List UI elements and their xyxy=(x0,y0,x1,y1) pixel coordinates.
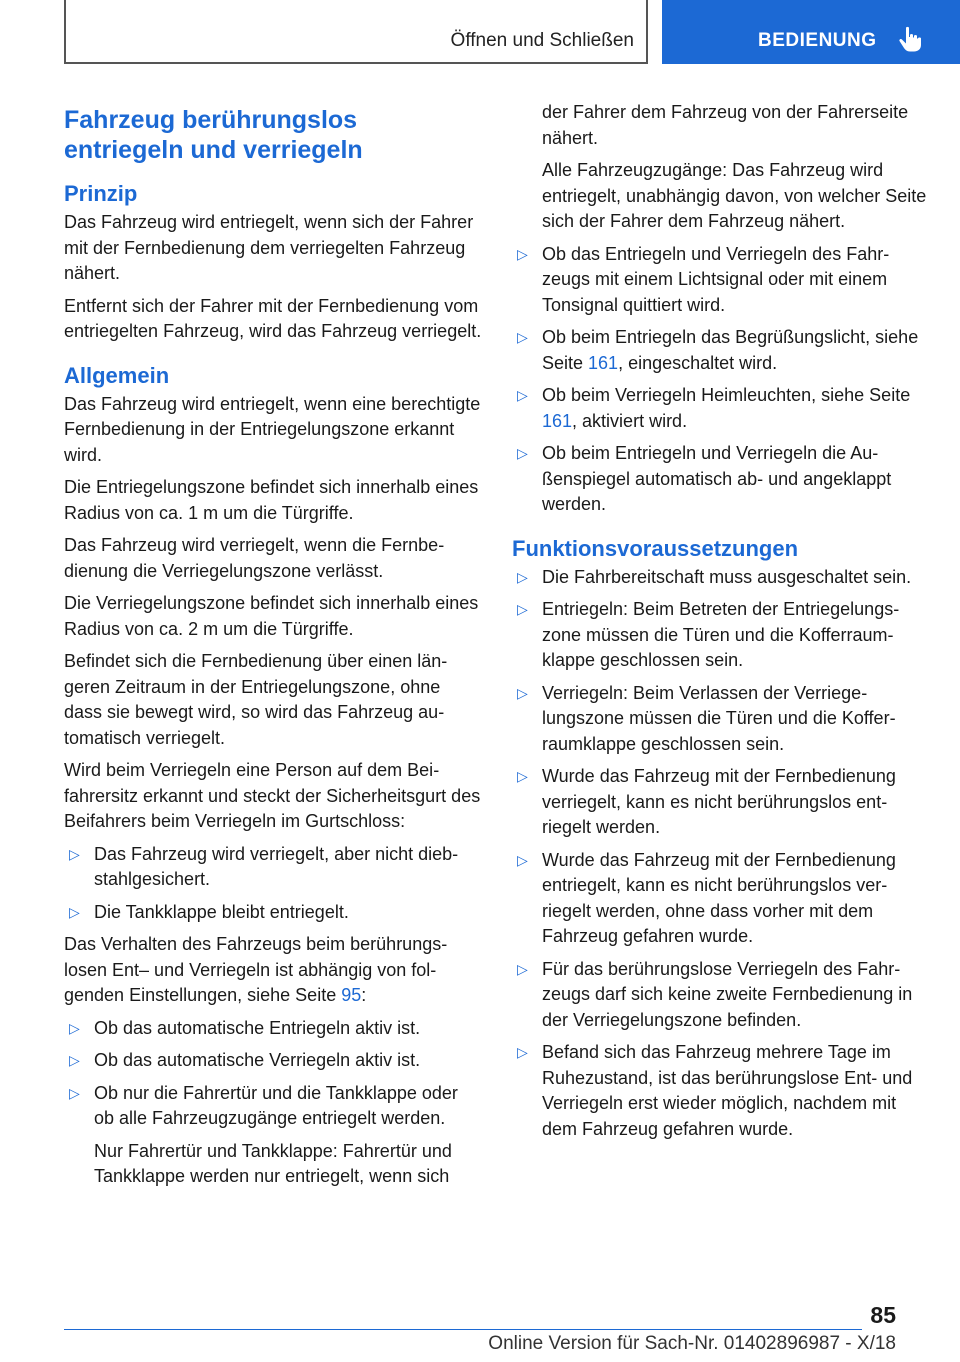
list-item-text: Ob das automatische Entriegeln aktiv ist. xyxy=(94,1017,421,1038)
heading-allgemein: Allgemein xyxy=(64,362,170,388)
triangle-bullet-icon: ▷ xyxy=(517,768,528,784)
list-item xyxy=(512,848,930,950)
left-column xyxy=(64,100,482,1190)
list-item-text: Wurde das Fahrzeug mit der Fernbedienung verriegelt, kann es nicht berührungslos entriegelt werden. xyxy=(542,766,896,837)
list-item xyxy=(512,681,930,758)
list-item-text: Verriegeln: Beim Verlassen der Verriegelungszone müssen die Türen und die Kofferraumklappe geschlossen sein. xyxy=(542,682,896,754)
page-link[interactable]: 95 xyxy=(341,985,362,1005)
triangle-bullet-icon: ▷ xyxy=(517,960,528,977)
list-item xyxy=(64,900,482,926)
paragraph-text: Das Verhalten des Fahrzeugs beim berührungslosen Ent– und Verriegeln ist abhängig von folgenden Einstellungen, siehe Seite xyxy=(64,934,448,1005)
triangle-bullet-icon: ▷ xyxy=(69,903,80,920)
list-item-text: Ob das Entriegeln und Verriegeln des Fahrzeugs mit einem Lichtsignal oder mit einem Tonsignal quittiert wird. xyxy=(542,243,890,315)
header-chapter-title: BEDIENUNG xyxy=(758,30,877,51)
paragraph: Befindet sich die Fernbedienung über einen längeren Zeitraum in der Entriegelungszone, ohne dass sie bewegt wird, so wird das Fahrzeug automatisch verriegelt. xyxy=(64,651,448,748)
sub-paragraph: Nur Fahrertür und Tankklappe: Fahrertür und Tankklappe werden nur entriegelt, wenn sich xyxy=(94,1140,452,1186)
paragraph: Die Verriegelungszone befindet sich innerhalb eines Radius von ca. 2 m um die Türgriffe. xyxy=(64,593,479,639)
list-item-text-part: , aktiviert wird. xyxy=(572,410,688,431)
list-item-text xyxy=(542,327,918,373)
paragraph: Die Entriegelungszone befindet sich innerhalb eines Radius von ca. 1 m um die Türgriffe. xyxy=(64,477,479,523)
triangle-bullet-icon: ▷ xyxy=(517,568,528,585)
page-link[interactable]: 161 xyxy=(588,352,619,373)
right-column xyxy=(512,100,930,1149)
list-item xyxy=(512,565,930,591)
list-item xyxy=(512,441,930,518)
list-item xyxy=(64,842,482,893)
footer-online-version: Online Version für Sach-Nr. 01402896987 - X/18 xyxy=(488,1333,896,1354)
triangle-bullet-icon: ▷ xyxy=(517,601,528,617)
list-item-text: Befand sich das Fahrzeug mehrere Tage im Ruhezustand, ist das berührungslose Ent- und Verriegeln erst wieder möglich, nachdem mit dem Fahrzeug gefahren wurde. xyxy=(542,1042,913,1139)
list-item xyxy=(512,764,930,841)
paragraph: Wird beim Verriegeln eine Person auf dem Beifahrersitz erkannt und steckt der Sicherheitsgurt des Beifahrers beim Verriegeln im Gurtschloss: xyxy=(64,760,481,831)
sub-paragraph: Alle Fahrzeugzugänge: Das Fahrzeug wird entriegelt, unabhängig davon, von welcher Seite sich der Fahrer dem Fahrzeug nähert. xyxy=(542,160,927,231)
header-chapter-tab[interactable] xyxy=(662,0,960,64)
list-item xyxy=(512,597,930,674)
list-item-text: Die Fahrbereitschaft muss ausgeschaltet sein. xyxy=(542,566,912,587)
heading-prinzip: Prinzip xyxy=(64,181,138,206)
section-title: Fahrzeug berührungslos entriegeln und verriegeln xyxy=(64,106,363,164)
hand-pointer-icon xyxy=(898,26,922,52)
paragraph: Das Fahrzeug wird verriegelt, wenn die Fernbedienung die Verriegelungszone verlässt. xyxy=(64,535,445,581)
header-section-title: Öffnen und Schließen xyxy=(450,30,634,51)
list-item-text: Für das berührungslose Verriegeln des Fahrzeugs darf sich keine zweite Fernbedienung in der Verriegelungszone befinden. xyxy=(542,958,913,1030)
list-item-text: Ob das automatische Verriegeln aktiv ist. xyxy=(94,1050,421,1070)
list-item-text-part: Ob beim Entriegeln das Begrüßungslicht, siehe Seite xyxy=(542,327,919,373)
list-item-text: Ob beim Entriegeln und Verriegeln die Außenspiegel automatisch ab- und angeklappt werden. xyxy=(542,443,892,514)
paragraph: Entfernt sich der Fahrer mit der Fernbedienung vom entriegelten Fahrzeug, wird das Fahrzeug verriegelt. xyxy=(64,295,482,341)
list-item xyxy=(64,1016,482,1042)
list-item-text: Wurde das Fahrzeug mit der Fernbedienung entriegelt, kann es nicht berührungslos verriegelt werden, ohne dass vorher mit dem Fahrzeug gefahren wurde. xyxy=(542,849,896,946)
footer-divider xyxy=(64,1329,862,1330)
list-item xyxy=(512,1040,930,1142)
list-item-text-part: Ob beim Verriegeln Heimleuchten, siehe Seite xyxy=(542,385,911,405)
list-item xyxy=(512,383,930,434)
page-link[interactable]: 161 xyxy=(542,410,573,431)
triangle-bullet-icon: ▷ xyxy=(517,387,528,403)
triangle-bullet-icon: ▷ xyxy=(517,1044,528,1060)
triangle-bullet-icon: ▷ xyxy=(69,1084,80,1101)
triangle-bullet-icon: ▷ xyxy=(69,1052,80,1068)
list-item-text: Entriegeln: Beim Betreten der Entriegelungszone müssen die Türen und die Kofferraumklappe geschlossen sein. xyxy=(542,599,900,670)
paragraph: Das Fahrzeug wird entriegelt, wenn eine berechtigte Fernbedienung in der Entriegelungszone erkannt wird. xyxy=(64,393,481,465)
list-item xyxy=(512,957,930,1034)
list-item-text-part: , eingeschaltet wird. xyxy=(618,352,778,373)
paragraph-text: : xyxy=(361,985,367,1005)
triangle-bullet-icon: ▷ xyxy=(517,684,528,701)
list-item xyxy=(64,1081,482,1132)
heading-funktionsvoraussetzungen: Funktionsvoraussetzungen xyxy=(512,535,799,561)
triangle-bullet-icon: ▷ xyxy=(517,245,528,262)
header-section-box xyxy=(64,0,648,64)
page-number: 85 xyxy=(870,1302,896,1328)
list-item-text: Ob nur die Fahrertür und die Tankklappe oder ob alle Fahrzeugzugänge entriegelt werden. xyxy=(94,1082,458,1128)
list-item-text: Die Tankklappe bleibt entriegelt. xyxy=(94,901,349,922)
list-item-text: Das Fahrzeug wird verriegelt, aber nicht diebstahlgesichert. xyxy=(94,843,459,889)
triangle-bullet-icon: ▷ xyxy=(69,845,80,862)
list-item-text xyxy=(542,385,910,431)
sub-paragraph: der Fahrer dem Fahrzeug von der Fahrerseite nähert. xyxy=(542,102,909,148)
triangle-bullet-icon: ▷ xyxy=(517,445,528,461)
list-item xyxy=(512,242,930,319)
triangle-bullet-icon: ▷ xyxy=(69,1019,80,1036)
list-item xyxy=(64,1048,482,1074)
paragraph-with-link xyxy=(64,932,482,1009)
list-item xyxy=(512,325,930,376)
paragraph: Das Fahrzeug wird entriegelt, wenn sich der Fahrer mit der Fernbedienung dem verriegelten Fahrzeug nähert. xyxy=(64,212,474,283)
triangle-bullet-icon: ▷ xyxy=(517,329,528,345)
triangle-bullet-icon: ▷ xyxy=(517,851,528,868)
